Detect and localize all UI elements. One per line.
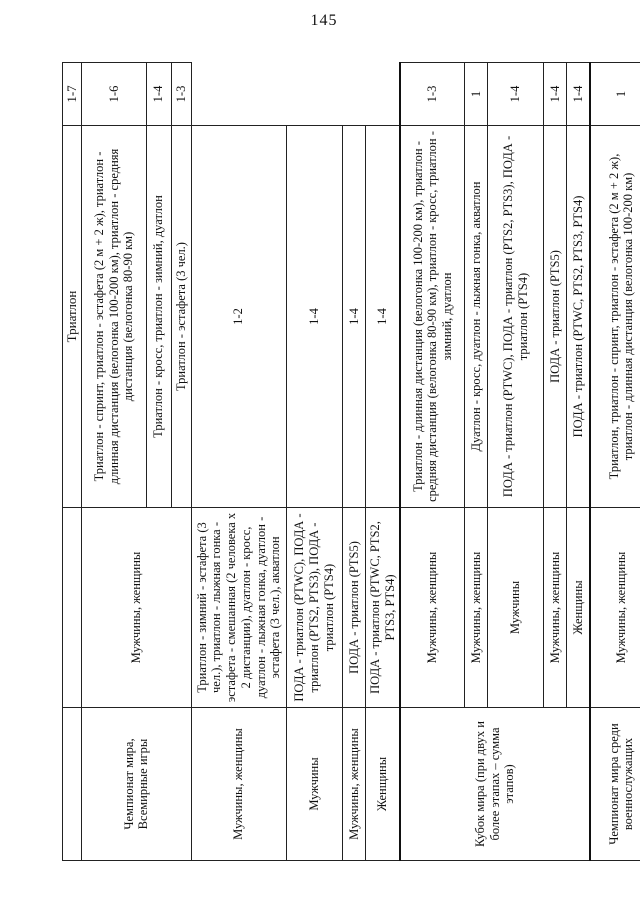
discipline-cell: ПОДА - триатлон (PTS5) <box>544 126 567 508</box>
discipline-cell: Триатлон - длинная дистанция (велогонка 100-200 км), триатлон - средняя дистанция (велогонка 80-90 км), триатлон - кросс, триатлон - зимний, дуатлон <box>400 126 465 508</box>
places-cell: 1-4 <box>343 126 366 508</box>
table-row <box>590 63 640 861</box>
places-cell: 1 <box>590 63 640 126</box>
discipline-cell: Дуатлон - кросс, дуатлон - лыжная гонка, акватлон <box>465 126 488 508</box>
gender-cell: Мужчины, женщины <box>343 708 366 861</box>
competition-cell: Кубок мира (при двух и более этапах – сумма этапов) <box>400 708 590 861</box>
places-cell: 1-3 <box>171 63 191 126</box>
discipline-cell: Триатлон, триатлон - спринт, триатлон - эстафета (2 м + 2 ж), триатлон - длинная дистанция (велогонка 100-200 км) <box>590 126 640 508</box>
table-row <box>400 63 465 861</box>
gender-cell: Женщины <box>567 508 590 708</box>
places-cell: 1-4 <box>544 63 567 126</box>
discipline-cell: Триатлон - кросс, триатлон - зимний, дуатлон <box>146 126 171 508</box>
sport-ranking-table <box>62 62 640 861</box>
discipline-cell: ПОДА - триатлон (PTWC, PTS2, PTS3, PTS4) <box>366 508 400 708</box>
discipline-cell: ПОДА - триатлон (PTWC, PTS2, PTS3, PTS4) <box>567 126 590 508</box>
gender-cell: Мужчины, женщины <box>465 508 488 708</box>
header-rank: 1-7 <box>63 63 82 126</box>
places-cell: 1-4 <box>286 126 342 508</box>
places-cell: 1 <box>465 63 488 126</box>
places-cell: 1-4 <box>146 63 171 126</box>
discipline-cell: ПОДА - триатлон (PTWC), ПОДА - триатлон (PTS2, PTS3), ПОДА - триатлон (PTS4) <box>286 508 342 708</box>
header-empty-gender <box>63 508 82 708</box>
discipline-cell: ПОДА - триатлон (PTS5) <box>343 508 366 708</box>
table-row <box>82 63 147 861</box>
gender-cell: Мужчины <box>286 708 342 861</box>
gender-cell: Мужчины, женщины <box>82 508 191 708</box>
places-cell: 1-6 <box>82 63 147 126</box>
table-row <box>191 63 286 861</box>
places-cell: 1-2 <box>191 126 286 508</box>
places-cell: 1-4 <box>366 126 400 508</box>
places-cell: 1-3 <box>400 63 465 126</box>
gender-cell: Мужчины, женщины <box>400 508 465 708</box>
table-row <box>286 63 342 861</box>
section-title: Триатлон <box>63 126 82 508</box>
header-row <box>63 63 82 861</box>
gender-cell: Женщины <box>366 708 400 861</box>
places-cell: 1-4 <box>567 63 590 126</box>
gender-cell: Мужчины, женщины <box>590 508 640 708</box>
gender-cell: Мужчины <box>488 508 544 708</box>
table-row <box>366 63 400 861</box>
table-row <box>343 63 366 861</box>
gender-cell: Мужчины, женщины <box>544 508 567 708</box>
discipline-cell: Триатлон - зимний - эстафета (3 чел.), триатлон - лыжная гонка - эстафета - смешанная (2 человека х 2 дистанции), дуатлон - кросс, дуатлон - лыжная гонка, дуатлон - эстафета (3 чел.), акватлон <box>191 508 286 708</box>
discipline-cell: Триатлон - эстафета (3 чел.) <box>171 126 191 508</box>
page-number: 145 <box>310 12 338 29</box>
gender-cell: Мужчины, женщины <box>191 708 286 861</box>
header-empty-competition <box>63 708 82 861</box>
discipline-cell: Триатлон - спринт, триатлон - эстафета (2 м + 2 ж), триатлон - длинная дистанция (велогонка 100-200 км), триатлон - средняя дистанция (велогонка 80-90 км) <box>82 126 147 508</box>
table-container <box>62 63 640 861</box>
competition-cell: Чемпионат мира среди военнослужащих <box>590 708 640 861</box>
competition-cell: Чемпионат мира, Всемирные игры <box>82 708 191 861</box>
rotated-sheet <box>62 63 640 861</box>
places-cell: 1-4 <box>488 63 544 126</box>
discipline-cell: ПОДА - триатлон (PTWC), ПОДА - триатлон (PTS2, PTS3), ПОДА - триатлон (PTS4) <box>488 126 544 508</box>
